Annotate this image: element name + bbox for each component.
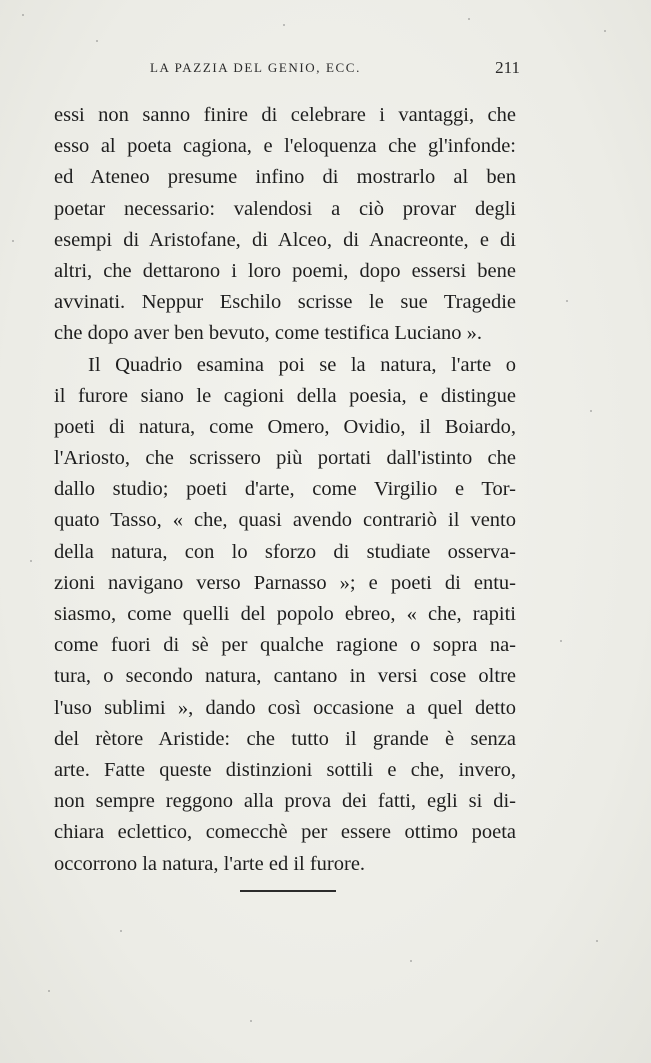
text-line: l'Ariosto, che scrissero più portati dall'istinto che bbox=[54, 447, 516, 470]
scan-speck bbox=[120, 930, 122, 932]
paragraph-1 bbox=[54, 100, 516, 350]
text-line: dallo studio; poeti d'arte, come Virgilio e Tor- bbox=[54, 478, 516, 501]
text-line: poeti di natura, come Omero, Ovidio, il Boiardo, bbox=[54, 415, 516, 438]
text-line: quato Tasso, « che, quasi avendo contrariò il vento bbox=[54, 509, 516, 532]
text-line: che dopo aver ben bevuto, come testifica Luciano ». bbox=[54, 322, 483, 345]
text-line: non sempre reggono alla prova dei fatti, egli si di- bbox=[54, 790, 516, 813]
text-line: Il Quadrio esamina poi se la natura, l'arte o bbox=[88, 353, 516, 376]
scan-speck bbox=[283, 24, 285, 26]
scan-speck bbox=[596, 940, 598, 942]
text-line: avvinati. Neppur Eschilo scrisse le sue Tragedie bbox=[54, 291, 516, 314]
scan-speck bbox=[96, 40, 98, 42]
scan-speck bbox=[590, 410, 592, 412]
text-line: siasmo, come quelli del popolo ebreo, « che, rapiti bbox=[54, 603, 516, 625]
text-line: chiara eclettico, comecchè per essere ottimo poeta bbox=[54, 821, 516, 844]
text-line: l'uso sublimi », dando così occasione a quel detto bbox=[54, 696, 516, 719]
text-line: tura, o secondo natura, cantano in versi cose oltre bbox=[54, 665, 516, 688]
scan-speck bbox=[604, 30, 606, 32]
scan-speck bbox=[566, 300, 568, 302]
scan-speck bbox=[560, 640, 562, 642]
section-end-rule bbox=[240, 890, 336, 892]
scan-speck bbox=[12, 240, 14, 242]
body-text bbox=[54, 100, 516, 880]
running-head bbox=[150, 60, 520, 84]
text-line: essi non sanno finire di celebrare i vantaggi, che bbox=[54, 104, 516, 126]
scan-speck bbox=[22, 14, 24, 16]
text-line: esso al poeta cagiona, e l'eloquenza che gl'infonde: bbox=[54, 135, 516, 158]
text-line: zioni navigano verso Parnasso »; e poeti di entu- bbox=[54, 571, 516, 594]
text-line: il furore siano le cagioni della poesia, e distingue bbox=[54, 384, 516, 407]
text-line: esempi di Aristofane, di Alceo, di Anacreonte, e di bbox=[54, 228, 516, 251]
scan-speck bbox=[48, 990, 50, 992]
text-line: arte. Fatte queste distinzioni sottili e che, invero, bbox=[54, 758, 516, 781]
text-line: della natura, con lo sforzo di studiate osserva- bbox=[54, 540, 516, 563]
scan-speck bbox=[30, 560, 32, 562]
text-line: altri, che dettarono i loro poemi, dopo essersi bene bbox=[54, 259, 516, 282]
scan-speck bbox=[468, 18, 470, 20]
paragraph-2 bbox=[54, 350, 516, 880]
scan-speck bbox=[410, 960, 412, 962]
scan-speck bbox=[250, 1020, 252, 1022]
page-number: 211 bbox=[495, 58, 520, 77]
text-line: come fuori di sè per qualche ragione o sopra na- bbox=[54, 634, 516, 657]
text-line: poetar necessario: valendosi a ciò provar degli bbox=[54, 197, 516, 220]
text-line: occorrono la natura, l'arte ed il furore. bbox=[54, 852, 366, 875]
text-line: ed Ateneo presume infino di mostrarlo al ben bbox=[54, 166, 516, 189]
running-title: LA PAZZIA DEL GENIO, ECC. bbox=[150, 60, 361, 75]
text-line: del rètore Aristide: che tutto il grande è senza bbox=[54, 727, 516, 750]
